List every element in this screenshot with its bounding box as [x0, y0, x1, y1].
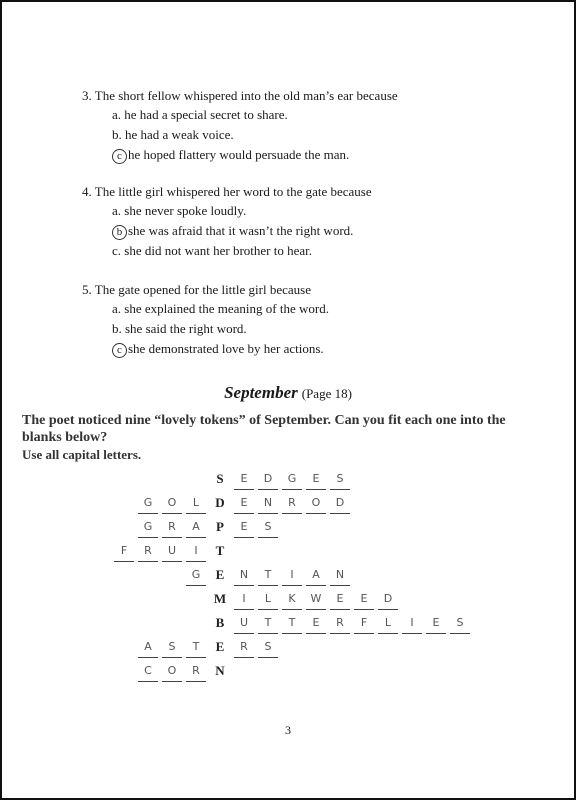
answer-letter-blank[interactable]: F [354, 614, 374, 634]
page-number: 3 [285, 723, 291, 737]
option-text: she said the right word. [125, 321, 247, 336]
question-3 [82, 87, 398, 165]
answer-option-b [112, 221, 372, 241]
key-letter: B [215, 615, 225, 630]
option-text: she was afraid that it wasn’t the right word. [128, 223, 354, 238]
answer-option-c [112, 339, 329, 359]
answer-letter-blank[interactable]: E [306, 614, 326, 634]
answer-option-b [112, 319, 329, 339]
answer-letter-blank[interactable]: L [186, 494, 206, 514]
key-letter: P [216, 519, 224, 534]
key-letter: T [215, 543, 225, 558]
option-letter: b. [112, 127, 122, 142]
answer-letter-blank[interactable]: R [162, 518, 182, 538]
circled-letter: b [112, 225, 127, 240]
key-letter: N [215, 663, 225, 678]
option-letter: a. [112, 301, 122, 316]
answer-letter-blank[interactable]: T [282, 614, 302, 634]
answer-letter-blank[interactable]: D [330, 494, 350, 514]
answer-letter-blank[interactable]: R [186, 662, 206, 682]
answer-letter-blank[interactable]: E [354, 590, 374, 610]
key-letter: E [215, 639, 225, 654]
answer-letter-blank[interactable]: T [258, 614, 278, 634]
answer-letter-blank[interactable]: U [234, 614, 254, 634]
answer-letter-blank[interactable]: G [186, 566, 206, 586]
answer-letter-blank[interactable]: A [186, 518, 206, 538]
answer-option-b [112, 125, 398, 145]
answer-letter-blank[interactable]: U [162, 542, 182, 562]
option-text: she demonstrated love by her actions. [128, 341, 324, 356]
puzzle-prompt: The poet noticed nine “lovely tokens” of September. Can you fit each one into the blanks below? [22, 413, 506, 445]
answer-letter-blank[interactable]: E [306, 470, 326, 490]
answer-letter-blank[interactable]: T [258, 566, 278, 586]
answer-letter-blank[interactable]: R [330, 614, 350, 634]
option-letter: a. [112, 107, 122, 122]
answer-letter-blank[interactable]: N [330, 566, 350, 586]
puzzle-word-row [138, 662, 234, 684]
puzzle-word-row [210, 614, 474, 636]
question-stem: 3. The short fellow whispered into the old man’s ear because [82, 88, 398, 103]
answer-letter-blank[interactable]: R [234, 638, 254, 658]
answer-letter-blank[interactable]: S [258, 518, 278, 538]
key-letter: E [215, 567, 225, 582]
answer-letter-blank[interactable]: R [138, 542, 158, 562]
puzzle-word-row [138, 638, 282, 660]
answer-option-a [112, 105, 398, 125]
key-letter: S [216, 471, 224, 486]
answer-letter-blank[interactable]: A [138, 638, 158, 658]
answer-letter-blank[interactable]: O [306, 494, 326, 514]
answer-letter-blank[interactable]: L [258, 590, 278, 610]
option-letter: c. [112, 243, 122, 258]
answer-letter-blank[interactable]: D [258, 470, 278, 490]
puzzle-instruction: Use all capital letters. [22, 447, 142, 462]
question-4 [82, 183, 372, 261]
answer-letter-blank[interactable]: L [378, 614, 398, 634]
puzzle-word-row [114, 542, 234, 564]
puzzle-word-row [138, 494, 354, 516]
answer-letter-blank[interactable]: S [258, 638, 278, 658]
answer-letter-blank[interactable]: E [234, 470, 254, 490]
answer-letter-blank[interactable]: N [258, 494, 278, 514]
page-reference: (Page 18) [301, 386, 352, 401]
puzzle-word-row [138, 518, 282, 540]
answer-letter-blank[interactable]: E [234, 494, 254, 514]
option-letter: a. [112, 203, 122, 218]
answer-letter-blank[interactable]: E [330, 590, 350, 610]
answer-letter-blank[interactable]: S [330, 470, 350, 490]
question-stem: 5. The gate opened for the little girl because [82, 282, 311, 297]
option-letter: b. [112, 321, 122, 336]
option-text: she did not want her brother to hear. [124, 243, 313, 258]
answer-letter-blank[interactable]: G [138, 494, 158, 514]
answer-letter-blank[interactable]: I [186, 542, 206, 562]
option-text: she never spoke loudly. [124, 203, 247, 218]
answer-letter-blank[interactable]: W [306, 590, 326, 610]
answer-letter-blank[interactable]: S [450, 614, 470, 634]
answer-letter-blank[interactable]: G [282, 470, 302, 490]
answer-letter-blank[interactable]: C [138, 662, 158, 682]
answer-letter-blank[interactable]: A [306, 566, 326, 586]
option-text: he had a weak voice. [125, 127, 234, 142]
answer-letter-blank[interactable]: G [138, 518, 158, 538]
answer-letter-blank[interactable]: O [162, 662, 182, 682]
answer-letter-blank[interactable]: E [426, 614, 446, 634]
key-letter: M [213, 591, 227, 606]
answer-letter-blank[interactable]: I [234, 590, 254, 610]
answer-letter-blank[interactable]: S [162, 638, 182, 658]
puzzle-word-row [186, 566, 354, 588]
section-title [2, 383, 574, 403]
option-text: she explained the meaning of the word. [124, 301, 329, 316]
key-letter: D [215, 495, 225, 510]
answer-letter-blank[interactable]: R [282, 494, 302, 514]
answer-letter-blank[interactable]: F [114, 542, 134, 562]
option-text: he had a special secret to share. [124, 107, 288, 122]
question-stem: 4. The little girl whispered her word to the gate because [82, 184, 372, 199]
answer-letter-blank[interactable]: E [234, 518, 254, 538]
answer-letter-blank[interactable]: D [378, 590, 398, 610]
answer-option-a [112, 201, 372, 221]
puzzle-word-row [210, 590, 402, 612]
answer-option-c [112, 145, 398, 165]
circled-letter: c [112, 149, 127, 164]
option-text: he hoped flattery would persuade the man. [128, 147, 350, 162]
question-5 [82, 281, 329, 359]
answer-letter-blank[interactable]: O [162, 494, 182, 514]
section-name: September [224, 383, 298, 402]
circled-letter: c [112, 343, 127, 358]
answer-letter-blank[interactable]: T [186, 638, 206, 658]
answer-letter-blank[interactable]: N [234, 566, 254, 586]
puzzle-word-row [210, 470, 354, 492]
answer-option-a [112, 299, 329, 319]
answer-letter-blank[interactable]: K [282, 590, 302, 610]
answer-letter-blank[interactable]: I [402, 614, 422, 634]
answer-letter-blank[interactable]: I [282, 566, 302, 586]
answer-option-c [112, 241, 372, 261]
